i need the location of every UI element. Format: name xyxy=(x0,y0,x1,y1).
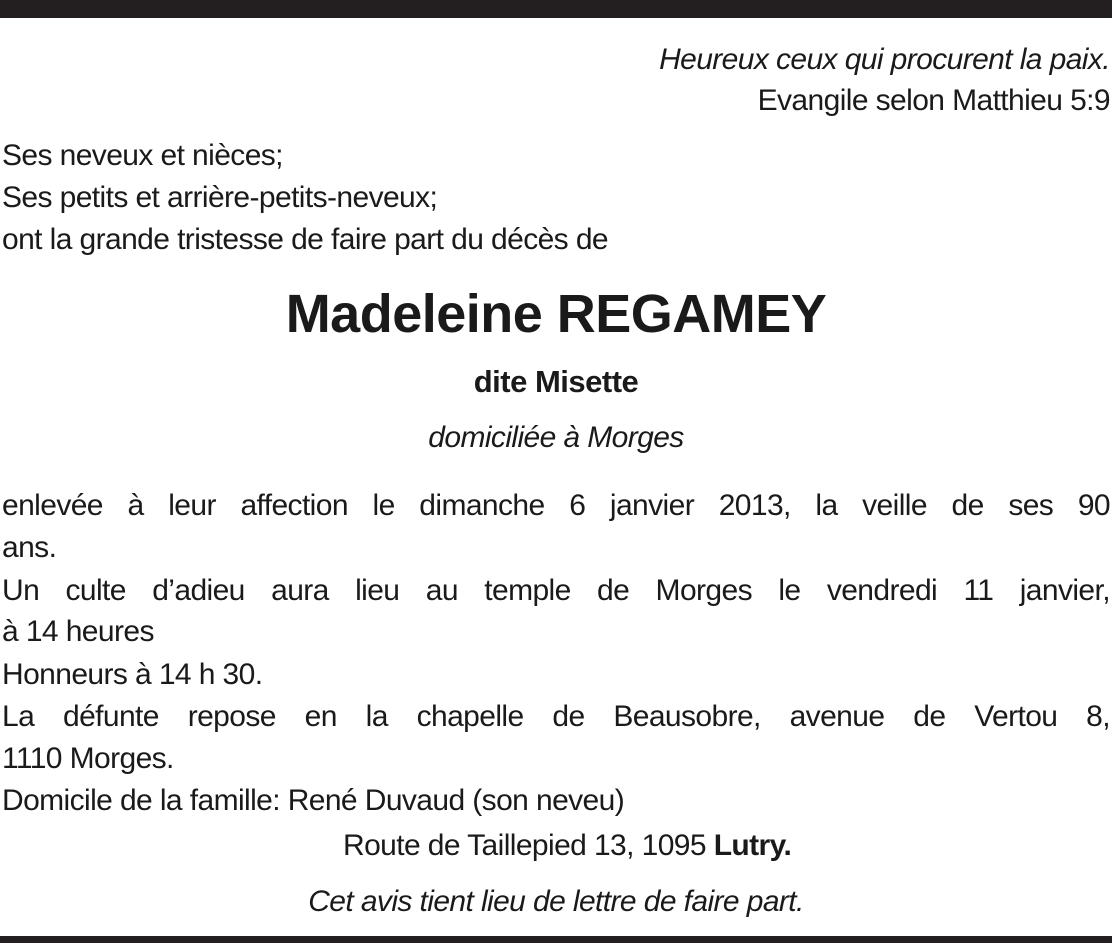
family-address-city: Lutry. xyxy=(713,829,792,862)
resting-place-line: La défunte repose en la chapelle de Beausobre, avenue de Vertou 8, xyxy=(2,700,1110,733)
death-announcement-line: enlevée à leur affection le dimanche 6 janvier 2013, la veille de ses 90 xyxy=(2,489,1110,522)
service-announcement-line: Un culte d’adieu aura lieu au temple de Morges le vendredi 11 janvier, xyxy=(2,574,1110,607)
bible-quote-source: Evangile selon Matthieu 5:9 xyxy=(757,84,1110,117)
honours-time: Honneurs à 14 h 30. xyxy=(2,658,263,691)
notice-footer: Cet avis tient lieu de lettre de faire part. xyxy=(308,885,804,918)
top-border-rule xyxy=(0,0,1112,18)
deceased-residence: domiciliée à Morges xyxy=(428,421,684,454)
intro-line-announcement: ont la grande tristesse de faire part du décès de xyxy=(2,223,608,256)
death-announcement-line-end: ans. xyxy=(2,531,57,564)
intro-line-grandnephews: Ses petits et arrière-petits-neveux; xyxy=(2,181,438,214)
bottom-border-rule xyxy=(0,936,1112,943)
deceased-nickname: dite Misette xyxy=(473,364,639,399)
family-home-contact: Domicile de la famille: René Duvaud (son neveu) xyxy=(2,784,625,817)
intro-line-nephews: Ses neveux et nièces; xyxy=(2,139,283,172)
bible-quote: Heureux ceux qui procurent la paix. xyxy=(659,43,1110,76)
resting-place-line-end: 1110 Morges. xyxy=(2,742,174,775)
deceased-name: Madeleine REGAMEY xyxy=(285,284,827,344)
family-address xyxy=(343,826,791,866)
family-address-street: Route de Taillepied 13, 1095 xyxy=(343,829,714,862)
service-announcement-line-end: à 14 heures xyxy=(2,615,154,648)
